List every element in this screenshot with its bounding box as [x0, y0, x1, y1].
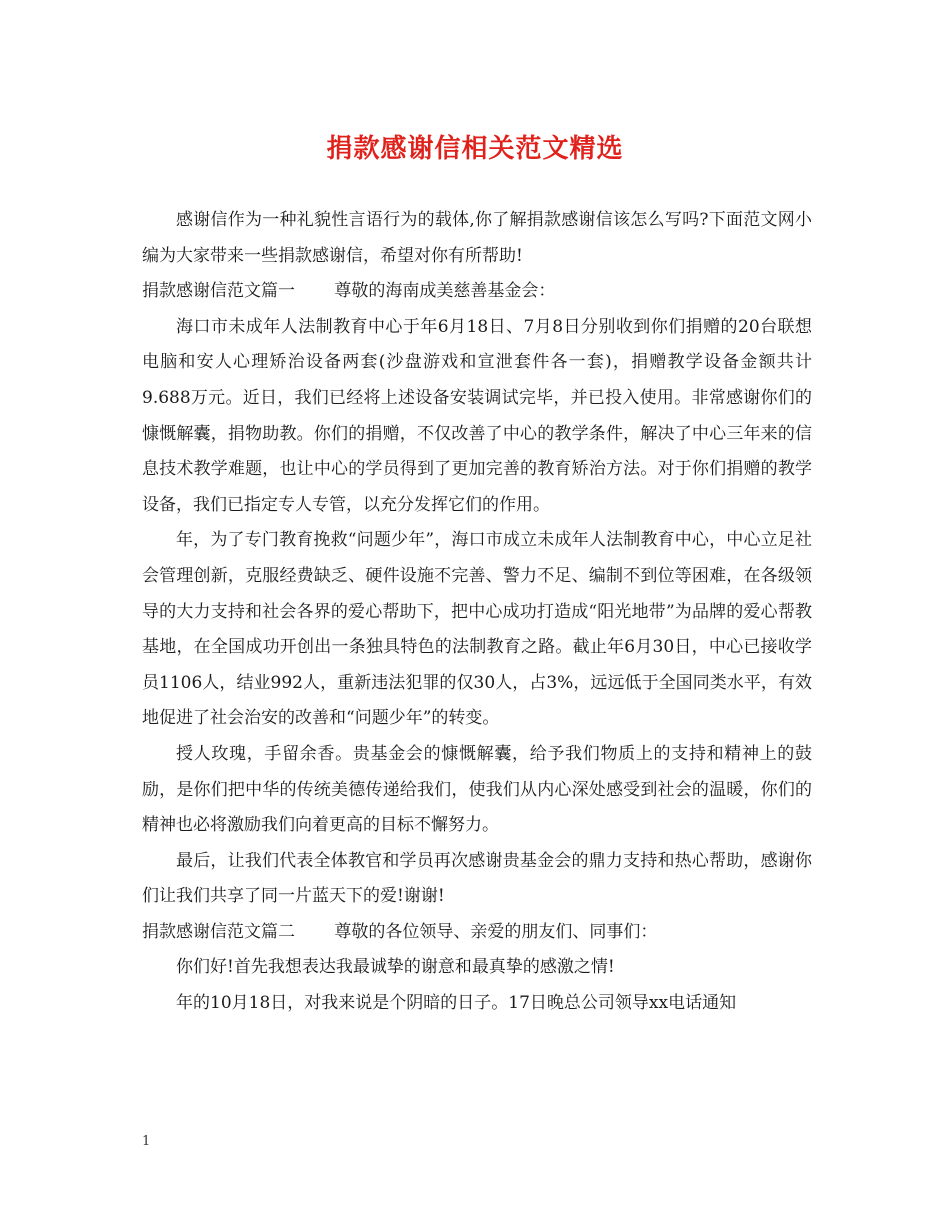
document-title: 捐款感谢信相关范文精选 — [326, 134, 624, 164]
page-number: 1 — [142, 1134, 151, 1149]
sample-one-paragraph-4: 最后，让我们代表全体教官和学员再次感谢贵基金会的鼎力支持和热心帮助，感谢你们让我们共享了同一片蓝天下的爱!谢谢! — [142, 850, 812, 907]
sample-one-paragraph-3: 授人玫瑰，手留余香。贵基金会的慷慨解囊，给予我们物质上的支持和精神上的鼓励，是你们把中华的传统美德传递给我们，使我们从内心深处感受到社会的温暖，你们的精神也必将激励我们向着更高的目标不懈努力。 — [142, 743, 812, 836]
sample-one-paragraph-1: 海口市未成年人法制教育中心于年6月18日、7月8日分别收到你们捐赠的20台联想电脑和安人心理矫治设备两套(沙盘游戏和宣泄套件各一套)，捐赠教学设备金额共计9.688万元。近日，我们已经将上述设备安装调试完毕，并已投入使用。非常感谢你们的慷慨解囊，捐物助教。你们的捐赠，不仅改善了中心的教学条件，解决了中心三年来的信息技术教学难题，也让中心的学员得到了更加完善的教育矫治方法。对于你们捐赠的教学设备，我们已指定专人专管，以充分发挥它们的作用。 — [142, 316, 812, 515]
intro-paragraph: 感谢信作为一种礼貌性言语行为的载体,你了解捐款感谢信该怎么写吗?下面范文网小编为大家带来一些捐款感谢信，希望对你有所帮助! — [142, 210, 812, 266]
sample-two-paragraph-2: 年的10月18日，对我来说是个阴暗的日子。17日晚总公司领导xx电话通知 — [176, 993, 737, 1014]
sample-one-heading: 捐款感谢信范文篇一 尊敬的海南成美慈善基金会： — [142, 281, 556, 302]
sample-one-paragraph-2: 年，为了专门教育挽救“问题少年”，海口市成立未成年人法制教育中心，中心立足社会管理创新，克服经费缺乏、硬件设施不完善、警力不足、编制不到位等困难，在各级领导的大力支持和社会各界的爱心帮助下，把中心成功打造成“阳光地带”为品牌的爱心帮教基地，在全国成功开创出一条独具特色的法制教育之路。截止年6月30日，中心已接收学员1106人，结业992人，重新违法犯罪的仅30人，占3%，远远低于全国同类水平，有效地促进了社会治安的改善和“问题少年”的转变。 — [142, 530, 812, 729]
document-body — [142, 203, 812, 1022]
sample-two-paragraph-1: 你们好!首先我想表达我最诚挚的谢意和最真挚的感激之情! — [176, 957, 615, 978]
sample-two-heading: 捐款感谢信范文篇二 尊敬的各位领导、亲爱的朋友们、同事们： — [142, 921, 658, 942]
